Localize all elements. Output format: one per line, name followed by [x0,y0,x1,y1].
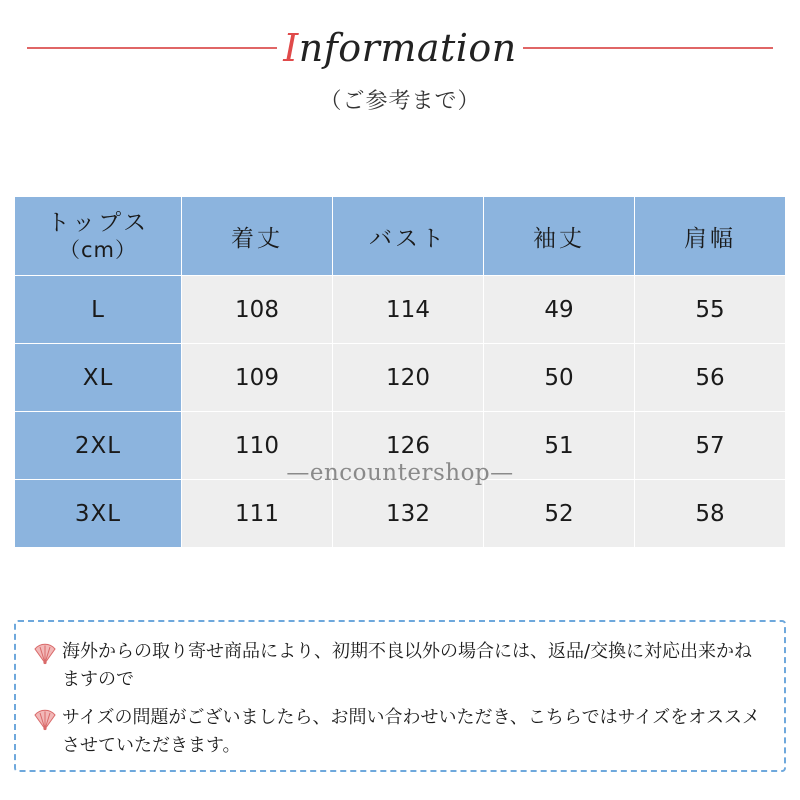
page-header [0,22,800,74]
cell-length: 111 [182,480,333,548]
page-title-rest: nformation [298,26,517,70]
cell-sleeve: 51 [484,412,635,480]
header-rule-left [27,47,277,49]
column-header-length: 着丈 [182,197,333,276]
cell-bust: 114 [333,276,484,344]
table-row [15,412,786,480]
cell-sleeve: 50 [484,344,635,412]
header-rule-right [523,47,773,49]
cell-shoulder: 55 [635,276,786,344]
notice-line [32,704,766,760]
notice-line [32,638,766,694]
table-corner-unit: （cm） [58,238,137,263]
cell-length: 110 [182,412,333,480]
column-header-sleeve: 袖丈 [484,197,635,276]
cell-bust: 126 [333,412,484,480]
table-row [15,276,786,344]
page-title-accent: I [283,26,299,70]
table-corner-label: トップス [46,209,150,236]
row-size-label: L [15,276,182,344]
size-table [14,196,786,548]
table-row [15,344,786,412]
page-title [283,26,517,70]
size-table-wrap [14,196,786,548]
table-corner-cell [15,197,182,276]
notice-text-1: 海外からの取り寄せ商品により、初期不良以外の場合には、返品/交換に対応出来かねますので [62,641,753,690]
cell-sleeve: 49 [484,276,635,344]
row-size-label: 2XL [15,412,182,480]
cell-length: 109 [182,344,333,412]
cell-shoulder: 58 [635,480,786,548]
notice-box [14,620,786,772]
cell-sleeve: 52 [484,480,635,548]
column-header-bust: バスト [333,197,484,276]
row-size-label: 3XL [15,480,182,548]
cell-shoulder: 56 [635,344,786,412]
table-header-row [15,197,786,276]
cell-length: 108 [182,276,333,344]
fan-icon [32,706,58,732]
table-row [15,480,786,548]
watermark-text: —encountershop— [286,460,514,486]
notice-text-2: サイズの問題がございましたら、お問い合わせいただき、こちらではサイズをオススメさせていただきます。 [62,706,761,756]
cell-shoulder: 57 [635,412,786,480]
fan-icon [32,640,58,666]
column-header-shoulder: 肩幅 [635,197,786,276]
page-subtitle: （ご参考まで） [319,89,481,114]
cell-bust: 132 [333,480,484,548]
row-size-label: XL [15,344,182,412]
cell-bust: 120 [333,344,484,412]
